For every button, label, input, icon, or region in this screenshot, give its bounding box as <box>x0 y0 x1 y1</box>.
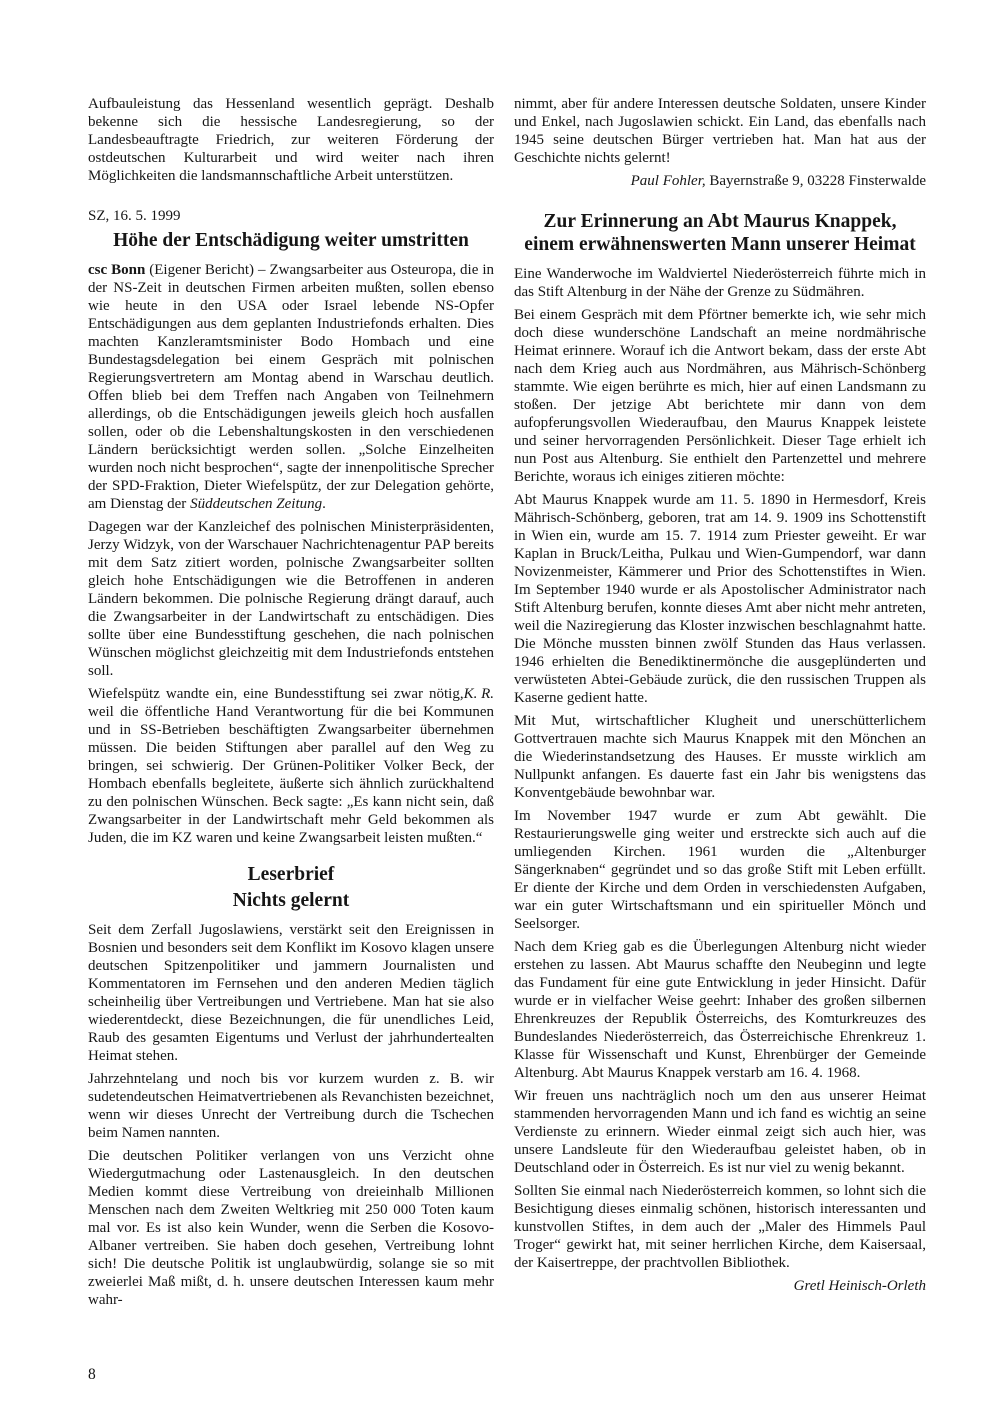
article1-title <box>88 229 494 252</box>
article1-p3-text: Wiefelspütz wandte ein, eine Bundesstiftung sei zwar nötig, weil die öffentliche Hand Verantwortung für die bei Kommunen und in SS-Betrieben beschäftigten Zwangsarbeiter übernehmen müssen. Die beiden Stiftungen aber parallel auf den Weg zu bringen, sei schwierig. Der Grünen-Politiker Volker Beck, der Hombach ebenfalls begleitete, äußerte sich ähnlich zurückhaltend zu den polnischen Wünschen. Beck sagte: „Es kann nicht sein, daß Zwangsarbeiter in der Landwirtschaft mehr Geld bekommen als Juden, die im KZ waren und keine Zwangsarbeit leisten mußten.“ <box>88 686 494 846</box>
article1-paragraph-2: Dagegen war der Kanzleichef des polnischen Ministerpräsidenten, Jerzy Widzyk, von der Warschauer Nachrichtenagentur PAP bereits mit dem Satz zitiert worden, polnische Zwangsarbeiter sollten gleich hohe Entschädigungen wie die Betroffenen in anderen Ländern bekommen. Die polnische Regierung drängt darauf, auch die Zwangsarbeiter in der Landwirtschaft zu entschädigen. Dies sollte über eine Bundesstiftung geschehen, die nach polnischen Wünschen möglichst gleichzeitig mit dem Industriefonds entstehen soll. <box>88 519 494 679</box>
letter-author-line <box>514 172 926 190</box>
letter-author-name: Paul Fohler, <box>630 173 706 189</box>
letter-title: Nichts gelernt <box>232 890 350 911</box>
article2-paragraph-6: Nach dem Krieg gab es die Überlegungen Altenburg nicht wieder erstehen zu lassen. Abt Maurus schaffte den Neubeginn und legte das Fundament für eine gute Entwicklung in jeder Hinsicht. Dafür wurde er in vielfacher Weise geehrt: Inhaber des großen silbernen Ehrenkreuzes der Republik Österreichs, des Komturkreuzes des Bundeslandes Niederösterreich, das Österreichische Ehrenkreuz 1. Klasse für Wissenschaft und Kunst, Ehrenbürger der Gemeinde Altenburg. Abt Maurus Knappek verstarb am 16. 4. 1968. <box>514 939 926 1081</box>
letter-end-paragraph: nimmt, aber für andere Interessen deutsche Soldaten, unsere Kinder und Enkel, nach Jugoslawien schickt. Ein Land, das ebenfalls nach 1945 seine deutschen Bürger vertrieben hat. Man hat aus der Geschichte nichts gelernt! <box>514 96 926 166</box>
left-column <box>88 95 494 1314</box>
article2-paragraph-2: Bei einem Gespräch mit dem Pförtner bemerkte ich, wie sehr mich doch diese wunderschöne Landschaft an meine nordmährische Heimat erinnere. Worauf ich die Antwort bekam, dass der erste Abt nach dem Krieg auch aus Nordmähren, aus Mährisch-Schönberg stammte. Wie eigen berührte es mich, hier auf einen Landsmann zu stoßen. Der jetzige Abt berichtete mir dann von dem aufopferungsvollen Wiederaufbau, den Maurus Knappek leistete und seiner hervorragenden Persönlichkeit. Dieser Tage erhielt ich nun Post aus Altenburg. Sie enthielt den Partenzettel und mehrere Berichte, woraus ich einiges zitieren möchte: <box>514 307 926 485</box>
article2-paragraph-8: Sollten Sie einmal nach Niederösterreich kommen, so lohnt sich die Besichtigung dieses einmalig schönen, historisch interessanten und kunstvollen Stiftes, in dem auch der „Maler des Himmels Paul Troger“ gewirkt hat, mit seiner herrlichen Kirche, dem Kaisersaal, der Kaisertreppe, der prachtvollen Bibliothek. <box>514 1183 926 1271</box>
letter-paragraph-2: Jahrzehntelang und noch bis vor kurzem wurden z. B. wir sudetendeutschen Heimatvertriebenen als Revanchisten bezeichnet, wenn wir dieses Unrecht der Vertreibung durch die Tschechen beim Namen nannten. <box>88 1071 494 1141</box>
article2-title-line2: einem erwähnenswerten Mann unserer Heimat <box>524 234 916 255</box>
letter-paragraph-3: Die deutschen Politiker verlangen von uns Verzicht ohne Wiedergutmachung oder Lastenausgleich. In den deutschen Medien kommt diese Vertreibung von dreieinhalb Millionen Menschen nach dem Zweiten Weltkrieg mit 250 000 Toten kaum mal vor. Es ist also kein Wunder, wenn die Serben die Kosovo-Albaner vertreiben. Sie haben doch gesehen, Vertreibung lohnt sich! Die deutsche Politik ist unglaubwürdig, solange sie so mit zweierlei Maß mißt, d. h. unsere deutschen Interessen kaum mehr wahr- <box>88 1148 494 1308</box>
article2-title-line1: Zur Erinnerung an Abt Maurus Knappek, <box>543 211 897 232</box>
letter-kicker: Leserbrief <box>247 864 335 885</box>
article-source-line: SZ, 16. 5. 1999 <box>88 208 181 224</box>
article1-paragraph-1 <box>88 261 494 513</box>
article1-title-text: Höhe der Entschädigung weiter umstritten <box>113 230 469 251</box>
article2-paragraph-1: Eine Wanderwoche im Waldviertel Niederösterreich führte mich in das Stift Altenburg in der Nähe der Grenze zu Südmähren. <box>514 266 926 300</box>
article2-paragraph-5: Im November 1947 wurde er zum Abt gewählt. Die Restaurierungswelle ging weiter und erstreckte sich auch auf die umliegenden Kirchen. 1961 wurden die „Altenburger Sängerknaben“ gegründet und so das große Stift mit Leben erfüllt. Er diente der Kirche und dem Orden in verschiedensten Aufgaben, war ein guter Wirtschaftsmann und ein spiritueller Mönch und Seelsorger. <box>514 808 926 932</box>
letter-paragraph-1: Seit dem Zerfall Jugoslawiens, verstärkt seit den Ereignissen in Bosnien und besonders seit dem Konflikt im Kosovo klagen unsere deutschen Spitzenpolitiker und jammern Journalisten und Kommentatoren im Fernsehen und den anderen Medien täglich scheinheilig über Vertreibungen und Vertriebene. Man hat sie also wiederentdeckt, diese Bezeichnungen, die für unendliches Leid, Raub des gesamten Eigentums und Verlust der jahrhundertealten Heimat stehen. <box>88 922 494 1064</box>
page-number: 8 <box>88 1366 96 1383</box>
article1-p1-italic-source: Süddeutschen Zeitung <box>190 496 323 512</box>
article2-paragraph-3: Abt Maurus Knappek wurde am 11. 5. 1890 in Hermesdorf, Kreis Mährisch-Schönberg, geboren, trat am 14. 9. 1909 ins Schottenstift in Wien ein, wurde am 15. 7. 1914 zum Priester geweiht. Er war Kaplan in Bruck/Leitha, Pulkau und Wien-Gumpendorf, war dann Novizenmeister, Kämmerer und Prior des Schottenstiftes in Wien. Im September 1940 wurde er als Apostolischer Administrator nach Stift Altenburg berufen, konnte dieses Amt aber nicht mehr antreten, weil die Naziregierung das Kloster inzwischen beschlagnahmt hatte. Die Mönche mussten binnen zwölf Stunden das Haus verlassen. 1946 erhielten die Benediktinermönche die ausgeplünderten und verwüsteten Abtei-Gebäude zurück, die den russischen Truppen als Kaserne gedient hatte. <box>514 492 926 706</box>
article2-paragraph-7: Wir freuen uns nachträglich noch um den aus unserer Heimat stammenden hervorragenden Mann und ich fand es wichtig an seine Verdienste zu erinnern. Wieder einmal zeigt sich auch hier, was unsere Landsleute für den Wiederaufbau geleistet haben, ob in Deutschland oder in Österreich. Es ist nur viel zu wenig bekannt. <box>514 1088 926 1176</box>
article1-p1-text: (Eigener Bericht) – Zwangsarbeiter aus Osteuropa, die in der NS-Zeit in deutschen Firmen arbeiten mußten, sollen ebenso wie heute in den USA oder Israel lebende NS-Opfer Entschädigungen aus dem geplanten Industriefonds erhalten. Dies machten Kanzleramtsminister Bodo Hombach und eine Bundestagsdelegation bei einem Gespräch mit polnischen Regierungsvertretern am Montag abend in Warschau deutlich. Offen blieb bei dem Treffen nach Angaben von Teilnehmern allerdings, ob die Entschädigungen jeweils gleich hoch ausfallen sollen, oder ob die Lebenshaltungskosten in den verschiedenen Ländern berücksichtigt werden sollen. „Solche Einzelheiten wurden noch nicht besprochen“, sagte der innenpolitische Sprecher der SPD-Fraktion, Dieter Wiefelspütz, der zur Delegation gehörte, am Dienstag der <box>88 262 494 512</box>
article1-lead: csc Bonn <box>88 262 146 278</box>
article1-paragraph-3 <box>88 685 494 847</box>
article1-p1-end: . <box>322 496 326 512</box>
letter-author-address: Bayernstraße 9, 03228 Finsterwalde <box>705 173 926 189</box>
article1-signature: K. R. <box>463 686 494 702</box>
article2-paragraph-4: Mit Mut, wirtschaftlicher Klugheit und unerschütterlichem Gottvertrauen machte sich Maurus Knappek mit den Mönchen an die Wiederinstandsetzung des Hauses. Er musste wirklich am Nullpunkt anfangen. Es dauerte fast ein Jahr bis wenigstens das Konventgebäude bewohnbar war. <box>514 713 926 801</box>
article2-title <box>514 210 926 256</box>
right-column <box>514 95 926 1300</box>
article2-signature: Gretl Heinisch-Orleth <box>793 1278 926 1294</box>
intro-paragraph: Aufbauleistung das Hessenland wesentlich geprägt. Deshalb bekenne sich die hessische Landesregierung, so der Landesbeauftragte Friedrich, zur weiteren Förderung der ostdeutschen Kulturarbeit und wird weiter nach ihren Möglichkeiten die landsmannschaftliche Arbeit unterstützen. <box>88 96 494 184</box>
